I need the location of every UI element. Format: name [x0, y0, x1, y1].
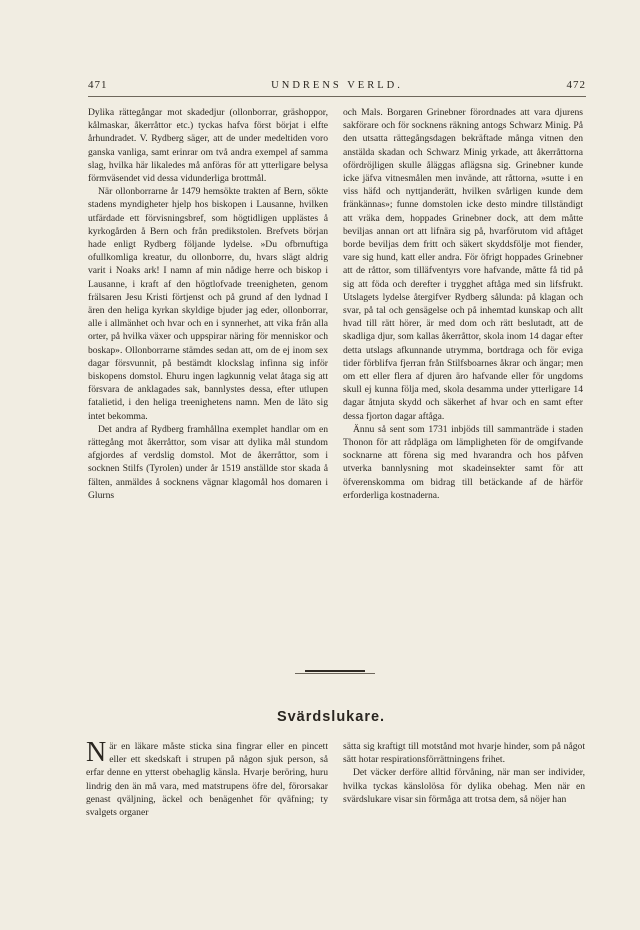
drop-cap: N — [86, 737, 107, 768]
column-left-top — [88, 106, 328, 502]
paragraph: Det väcker derföre alltid förvåning, när man ser individer, hvilka tyckas känslolösa för dylika obehag. Men när en svärdslukare visar sin förmåga att trotsa dem, så nöjer han — [343, 767, 585, 805]
paragraph: och Mals. Borgaren Grinebner förordnades att vara djurens sakförare och för socknens räkning antogs Schwarz Minig. På den utsatta rättegångsdagen bekräftade många vitnen den anstälda skadan och Schwarz Minig yrkade, att åkerråttorna ofördröjligen skulle åläggas aflägsna sig. Grinebner kunde icke jäfva vitnesmålen men invände, att råttorna, »sutte i en viss häfd och nyttjanderätt, hvilken svårligen kunde dem fränkännas»; funne domstolen icke desto mindre tillständigt att vräka dem, hoppades Grinebner dock, att dem måtte beviljas annan ort att lifnära sig på, hvarförutom vid aftåget borde beviljas dem fritt och säkert skyddsfölje mot fiender, vare sig hund, katt eller andra. För öfrigt hoppades Grinebner att de råttor, som tilläfventyrs vore hafvande, måtte få tid på sig att föda och derefter i trygghet aftåga med sin lifsfrukt. Utslagets lydelse återgifver Rydberg sålunda: på klagan och svar, på tal och gensägelse och på inhemtad kunskap och allt hvad till rätt hörer, är med dom och rätt beslutadt, att de skadliga djur, som kallas åkerråttor, skola inom 14 dagar efter detta utslags afkunnande utrymma, bortdraga och för eviga tider förblifva fjerran från Stilfsboarnes åkrar och ängar; men om ett eller flera af djuren äro hafvande eller för ungdoms skull ej kunna följa med, skola desamma under ytterligare 14 dagar åtnjuta skydd och säkerhet af hvar och en samt efter dessa fjorton dagar aftåga. — [343, 107, 583, 422]
left-page-number: 471 — [88, 79, 108, 91]
running-title: UNDRENS VERLD. — [271, 80, 403, 91]
paragraph: När ollonborrarne år 1479 hemsökte trakten af Bern, sökte stadens myndigheter hjelp hos biskopen i Lausanne, hvilken utfärdade ett förvisningsbref, som högtidligen upplästes å kyrkogården å Bern och från predikstolen. Brefvets början hade enligt Rydberg följande lydelse. »Du ofbrnuftiga ofullkomliga kreatur, du ollonborre, du, hvars slägt aldrig varit i Noaks ark! I namn af min nådige herre och biskop i Lausanne, i kraft af den högtlofvade treenigheten, genom frälsaren Jesu Kristi förtjenst och på grund af den lydnad I ären den heliga kyrkan skyldige bjuder jag eder, ollonborrar, alle i allmänhet och hvar och en i synnerhet, att vika från alla orter, på hvilka växer och uppspirar näring för menniskor och boskap». Ollonborrarne stämdes sedan att, om de ej inom sex dagar försvunnit, på bestämdt klockslag infinna sig inför biskopens domstol. Ehuru ingen lagkunnig velat åtaga sig att försvara de anklagades sak, bannlystes dessa, efter utlupen fatalietid, i den heliga treenighetens namn. Men de läto sig intet bekomma. — [88, 186, 328, 422]
column-right-bottom — [343, 740, 585, 806]
paragraph: Det andra af Rydberg framhållna exemplet handlar om en rättegång mot åkerråttor, som visar att dylika mål stundom afgjordes af verdslig domstol. Mot de åkerråttor, som i socknen Stilfs (Tyrolen) under år 1519 anställde stor skada å fälten, anmäldes å socknens vägnar klagomål hos domaren i Glurns — [88, 423, 328, 501]
column-right-top — [343, 106, 583, 502]
paragraph: Dylika rättegångar mot skadedjur (ollonborrar, gräshoppor, kålmaskar, åkerråttor etc.) tyckas hafva först börjat i elfte århundradet. V. Rydberg säger, att de under medeltiden voro ganska vanliga, samt erinrar om två andra exempel af samma slag, hvilka här likaledes må anföras för att ytterligare belysa förmväsendet vid dessa vidunderliga brottmål. — [88, 107, 328, 185]
right-page-number: 472 — [566, 79, 586, 91]
column-left-bottom — [86, 737, 328, 819]
divider-thick-line — [305, 670, 365, 672]
divider-thin-line — [295, 673, 375, 674]
paragraph — [86, 737, 328, 819]
paragraph: Ännu så sent som 1731 inbjöds till sammanträde i staden Thonon för att rådpläga om lämpligheten för de omgifvande socknarne att förena sig med hvarandra och hos påfven utverka bannlysning mot skadeinsekter samt för att öfverenskomma om bidrag till betäckande af de härför erforderliga kostnaderna. — [343, 423, 583, 501]
paragraph: sätta sig kraftigt till motstånd mot hvarje hinder, som på något sätt hotar respirationsförrättningens frihet. — [343, 741, 585, 766]
header-rule — [88, 96, 586, 97]
paragraph-text: är en läkare måste sticka sina fingrar eller en pincett eller ett skedskaft i strupen på någon sjuk person, så erfar denne en ytterst obehaglig känsla. Hvarje beröring, huru lindrig den än må vara, med matstrupens öfre del, förorsakar genast qväljning, äckel och benägenhet för qväfning; ty svalgets organer — [86, 741, 328, 819]
section-divider — [295, 670, 375, 674]
section-title: Svärdslukare. — [276, 709, 386, 725]
page-header — [88, 79, 586, 95]
